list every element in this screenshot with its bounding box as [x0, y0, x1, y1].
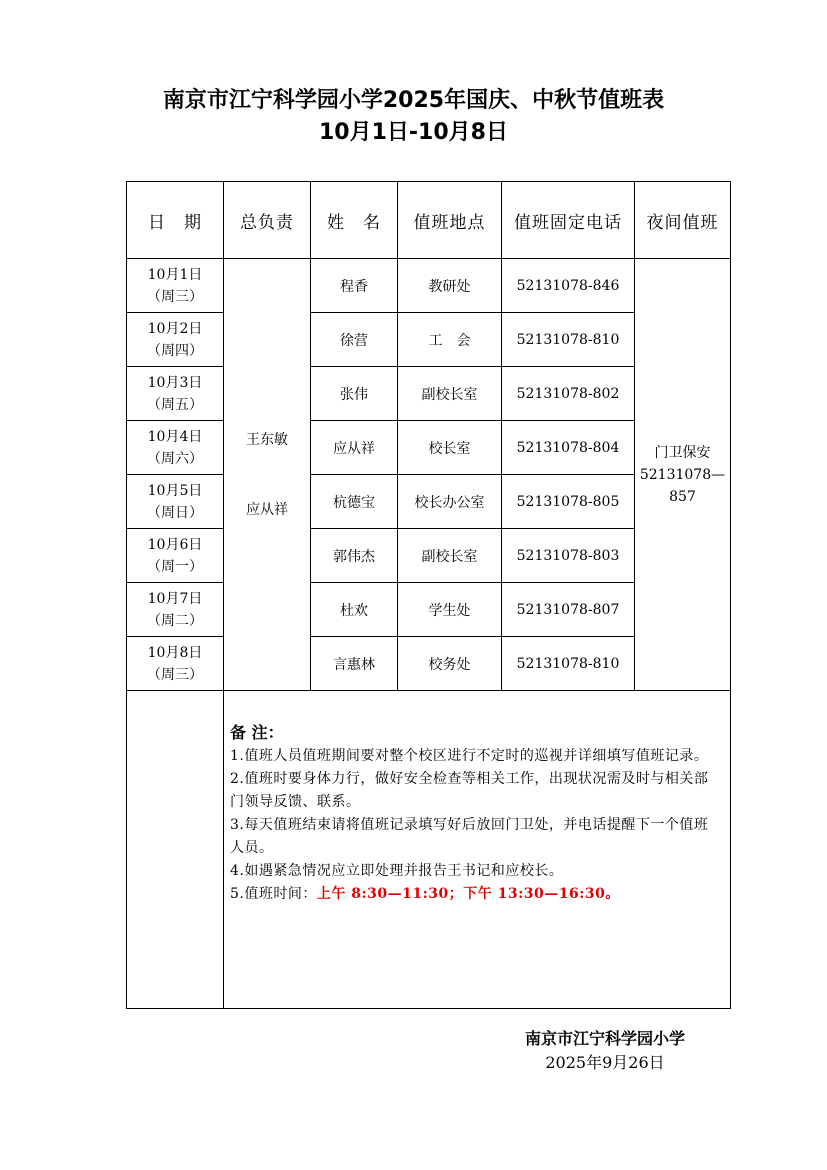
- row-date: [127, 637, 224, 691]
- row-name: 应从祥: [311, 421, 398, 475]
- row-name: 杭德宝: [311, 475, 398, 529]
- leader-name: 应从祥: [246, 501, 288, 518]
- row-date: [127, 529, 224, 583]
- date-text: 10月7日: [147, 590, 203, 607]
- row-name: 杜欢: [311, 583, 398, 637]
- notes-cell: [224, 691, 731, 1009]
- note-item-time: [230, 883, 722, 906]
- row-phone: 52131078-810: [502, 637, 635, 691]
- note-item: 2.值班时要身体力行，做好安全检查等相关工作，出现状况需及时与相关部门领导反馈、联系。: [230, 771, 709, 810]
- table-header-row: [127, 182, 731, 259]
- weekday-text: （周一）: [147, 558, 203, 575]
- row-date: [127, 421, 224, 475]
- row-name: 张伟: [311, 367, 398, 421]
- row-phone: 52131078-804: [502, 421, 635, 475]
- signature-date: 2025年9月26日: [545, 1053, 665, 1072]
- row-date: [127, 475, 224, 529]
- date-text: 10月2日: [147, 320, 203, 337]
- date-text: 10月8日: [147, 644, 203, 661]
- night-duty-cell: [635, 259, 731, 691]
- row-place: 学生处: [398, 583, 502, 637]
- row-name: 言惠林: [311, 637, 398, 691]
- weekday-text: （周日）: [147, 504, 203, 521]
- note-item: 1.值班人员值班期间要对整个校区进行不定时的巡视并详细填写值班记录。: [230, 748, 709, 764]
- row-place: 校长室: [398, 421, 502, 475]
- date-text: 10月3日: [147, 374, 203, 391]
- note-time-highlight: 上午 8:30—11:30；下午 13:30—16:30。: [316, 886, 620, 902]
- row-name: 程香: [311, 259, 398, 313]
- weekday-text: （周六）: [147, 450, 203, 467]
- weekday-text: （周三）: [147, 666, 203, 683]
- row-date: [127, 259, 224, 313]
- header-leader: 总负责: [224, 182, 311, 259]
- weekday-text: （周三）: [147, 288, 203, 305]
- night-duty-phone: 52131078—: [639, 466, 726, 483]
- notes-row: [127, 691, 731, 1009]
- row-place: 工 会: [398, 313, 502, 367]
- row-place: 校长办公室: [398, 475, 502, 529]
- row-name: 徐营: [311, 313, 398, 367]
- night-duty-text: 门卫保安: [654, 444, 711, 461]
- night-duty-ext: 857: [669, 488, 696, 505]
- row-phone: 52131078-805: [502, 475, 635, 529]
- weekday-text: （周五）: [147, 396, 203, 413]
- leader-name: 王东敏: [246, 431, 288, 448]
- row-place: 教研处: [398, 259, 502, 313]
- row-date: [127, 313, 224, 367]
- header-place: 值班地点: [398, 182, 502, 259]
- header-name: 姓 名: [311, 182, 398, 259]
- row-date: [127, 583, 224, 637]
- note-time-label: 5.值班时间：: [230, 886, 317, 902]
- row-date: [127, 367, 224, 421]
- date-text: 10月1日: [147, 266, 203, 283]
- header-phone: 值班固定电话: [502, 182, 635, 259]
- row-phone: 52131078-803: [502, 529, 635, 583]
- row-place: 校务处: [398, 637, 502, 691]
- document-title: 南京市江宁科学园小学2025年国庆、中秋节值班表: [162, 88, 665, 113]
- leader-cell: [224, 259, 311, 691]
- row-phone: 52131078-810: [502, 313, 635, 367]
- date-text: 10月4日: [147, 428, 203, 445]
- notes-empty-cell: [127, 691, 224, 1009]
- note-item: 3.每天值班结束请将值班记录填写好后放回门卫处，并电话提醒下一个值班人员。: [230, 817, 709, 856]
- date-text: 10月6日: [147, 536, 203, 553]
- header-night: 夜间值班: [635, 182, 731, 259]
- weekday-text: （周四）: [147, 342, 203, 359]
- note-item: 4.如遇紧急情况应立即处理并报告王书记和应校长。: [230, 863, 564, 879]
- header-date: 日 期: [127, 182, 224, 259]
- weekday-text: （周二）: [147, 612, 203, 629]
- date-text: 10月5日: [147, 482, 203, 499]
- table-row: [127, 259, 731, 313]
- duty-table: [126, 181, 731, 1009]
- row-place: 副校长室: [398, 529, 502, 583]
- document-subtitle: 10月1日-10月8日: [319, 120, 508, 145]
- row-place: 副校长室: [398, 367, 502, 421]
- notes-title: 备 注：: [230, 723, 284, 742]
- row-phone: 52131078-846: [502, 259, 635, 313]
- row-phone: 52131078-802: [502, 367, 635, 421]
- row-name: 郭伟杰: [311, 529, 398, 583]
- row-phone: 52131078-807: [502, 583, 635, 637]
- signature-org: 南京市江宁科学园小学: [524, 1029, 685, 1048]
